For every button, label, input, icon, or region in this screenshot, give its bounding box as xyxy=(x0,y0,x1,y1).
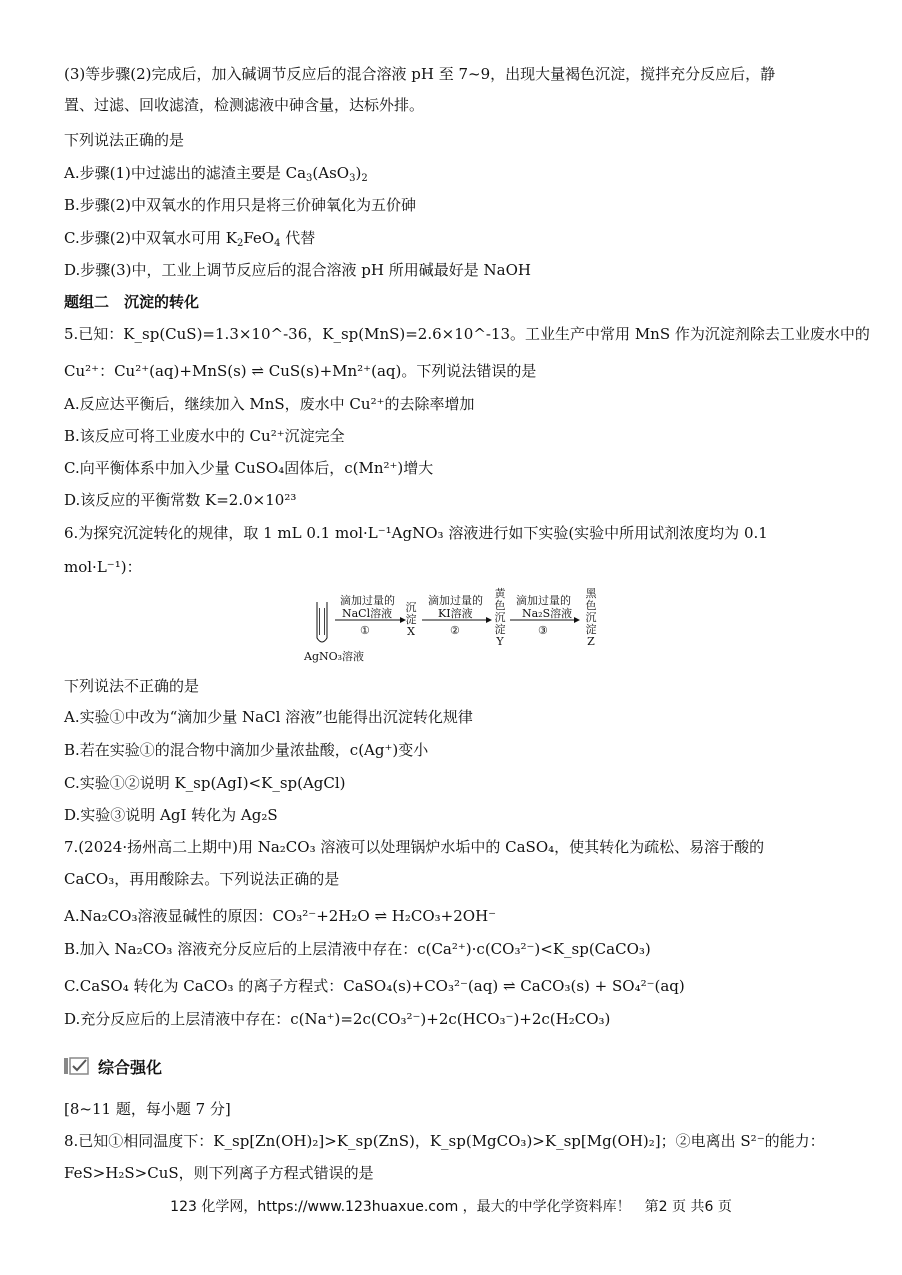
experiment-diagram xyxy=(300,588,620,664)
text-line: CaCO₃，再用酸除去。下列说法正确的是 xyxy=(64,870,340,888)
text-line: [8~11 题，每小题 7 分] xyxy=(64,1100,231,1118)
option-b: B.步骤(2)中双氧水的作用只是将三价砷氧化为五价砷 xyxy=(64,196,417,214)
option-a: A.Na₂CO₃溶液显碱性的原因：CO₃²⁻+2H₂O ⇌ H₂CO₃+2OH⁻ xyxy=(64,907,497,925)
text-line: (3)等步骤(2)完成后，加入碱调节反应后的混合溶液 pH 至 7~9，出现大量褐色沉淀，搅拌充分反应后，静 xyxy=(64,65,776,83)
option-c: C.向平衡体系中加入少量 CuSO₄固体后，c(Mn²⁺)增大 xyxy=(64,459,434,477)
start-solution-label: AgNO₃溶液 xyxy=(304,650,365,663)
option-a: A.步骤(1)中过滤出的滤渣主要是 $Ca_3(AsO_3)_2$ xyxy=(64,164,368,184)
option-c: C.CaSO₄ 转化为 CaCO₃ 的离子方程式：CaSO₄(s)+CO₃²⁻(aq) ⇌ CaCO₃(s) + SO₄²⁻(aq) xyxy=(64,977,685,995)
option-d: D.实验③说明 AgI 转化为 Ag₂S xyxy=(64,806,278,824)
page-footer: 123 化学网，https://www.123huaxue.com ，最大的中学化学资料库！ 第2 页 共6 页 xyxy=(170,1199,732,1215)
question-6: 6.为探究沉淀转化的规律，取 1 mL 0.1 mol·L⁻¹AgNO₃ 溶液进行如下实验(实验中所用试剂浓度均为 0.1 xyxy=(64,524,768,542)
option-d: D.该反应的平衡常数 K=2.0×10²³ xyxy=(64,491,297,509)
option-b: B.加入 Na₂CO₃ 溶液充分反应后的上层清液中存在：c(Ca²⁺)·c(CO₃²⁻)<K_sp(CaCO₃) xyxy=(64,940,651,958)
section-title: 综合强化 xyxy=(98,1057,163,1077)
option-c: C.步骤(2)中双氧水可用 $K_2FeO_4$ 代替 xyxy=(64,229,316,249)
question-prompt: 下列说法正确的是 xyxy=(64,131,185,149)
precipitate-y: 黄 色 沉 淀 Y xyxy=(494,587,506,648)
precipitate-z: 黑 色 沉 淀 Z xyxy=(585,587,597,648)
precipitate-x: 沉 淀 X xyxy=(405,601,417,638)
arrow3-number: ③ xyxy=(538,624,548,637)
arrow1-number: ① xyxy=(360,624,370,637)
question-8: 8.已知①相同温度下：K_sp[Zn(OH)₂]>K_sp(ZnS)，K_sp(MgCO₃)>K_sp[Mg(OH)₂]；②电离出 S²⁻的能力： xyxy=(64,1132,825,1150)
arrow1-reagent: NaCl溶液 xyxy=(342,607,393,620)
option-d: D.步骤(3)中，工业上调节反应后的混合溶液 pH 所用碱最好是 NaOH xyxy=(64,261,531,279)
option-b: B.若在实验①的混合物中滴加少量浓盐酸，c(Ag⁺)变小 xyxy=(64,741,429,759)
option-a: A.实验①中改为“滴加少量 NaCl 溶液”也能得出沉淀转化规律 xyxy=(64,708,473,726)
section-heading xyxy=(64,1053,162,1079)
arrow3-text: 滴加过量的 xyxy=(516,594,571,607)
arrow2-text: 滴加过量的 xyxy=(428,594,483,607)
text-line: 置、过滤、回收滤渣，检测滤液中砷含量，达标外排。 xyxy=(64,96,425,114)
question-5: 5.已知：K_sp(CuS)=1.3×10^-36，K_sp(MnS)=2.6×10^-13。工业生产中常用 MnS 作为沉淀剂除去工业废水中的 xyxy=(64,325,870,343)
option-a: A.反应达平衡后，继续加入 MnS，废水中 Cu²⁺的去除率增加 xyxy=(64,395,475,413)
question-7: 7.(2024·扬州高二上期中)用 Na₂CO₃ 溶液可以处理锅炉水垢中的 CaSO₄，使其转化为疏松、易溶于酸的 xyxy=(64,838,765,856)
arrow2-reagent: KI溶液 xyxy=(438,607,473,620)
question-prompt: 下列说法不正确的是 xyxy=(64,677,200,695)
group-heading: 题组二 沉淀的转化 xyxy=(64,293,200,311)
text-line: FeS>H₂S>CuS，则下列离子方程式错误的是 xyxy=(64,1164,374,1182)
arrow1-text: 滴加过量的 xyxy=(340,594,395,607)
arrow2-number: ② xyxy=(450,624,460,637)
option-d: D.充分反应后的上层清液中存在：c(Na⁺)=2c(CO₃²⁻)+2c(HCO₃⁻)+2c(H₂CO₃) xyxy=(64,1010,611,1028)
text-line: mol·L⁻¹)： xyxy=(64,558,142,576)
option-b: B.该反应可将工业废水中的 Cu²⁺沉淀完全 xyxy=(64,427,345,445)
option-c: C.实验①②说明 K_sp(AgI)<K_sp(AgCl) xyxy=(64,774,346,792)
arrow3-reagent: Na₂S溶液 xyxy=(522,607,573,620)
section-mark-icon xyxy=(64,1056,90,1076)
text-line: Cu²⁺：Cu²⁺(aq)+MnS(s) ⇌ CuS(s)+Mn²⁺(aq)。下列说法错误的是 xyxy=(64,362,537,380)
